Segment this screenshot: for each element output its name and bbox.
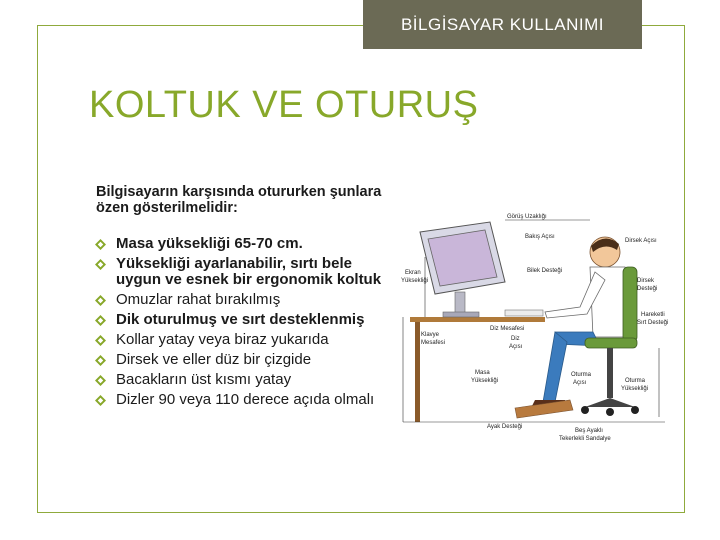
label-bilek-destegi: Bilek Desteği — [527, 268, 563, 274]
diamond-icon — [95, 259, 106, 270]
label-oturma-acisi: Açısı — [573, 380, 587, 386]
bullet-item — [95, 256, 395, 288]
header-title — [363, 0, 642, 49]
label-dirsek: Dirsek — [637, 278, 655, 284]
label-klavye: Klavye — [421, 332, 440, 338]
bullet-item — [95, 236, 395, 252]
chair-wheel — [606, 408, 614, 416]
label-dirsek-acisi: Dirsek Açısı — [625, 238, 657, 244]
label-diz-acisi: Açısı — [509, 344, 523, 350]
bullet-text: Yüksekliği ayarlanabilir, sırtı bele uygun ve esnek bir ergonomik koltuk — [116, 255, 382, 288]
label-tekerlekli-sandalye: Tekerlekli Sandalye — [559, 436, 611, 442]
label-diz-mesafesi: Diz Mesafesi — [490, 326, 525, 332]
slide-title: KOLTUK VE OTURUŞ — [89, 84, 479, 126]
bullet-item — [95, 292, 395, 308]
diamond-icon — [95, 239, 106, 250]
desk-leg — [415, 322, 420, 422]
label-masa: Masa — [475, 370, 490, 376]
ergonomic-sitting-illustration — [395, 212, 675, 452]
label-ekran-yuksekligi: Yüksekliği — [401, 278, 429, 284]
desk-top — [410, 317, 545, 322]
label-diz: Diz — [511, 336, 520, 342]
bullet-item — [95, 352, 395, 368]
bullet-text: Bacakların üst kısmı yatay — [116, 371, 292, 388]
bullet-text: Dizler 90 veya 110 derece açıda olmalı — [116, 391, 375, 408]
bullet-item — [95, 392, 395, 408]
label-gorus-uzakligi: Görüş Uzaklığı — [507, 214, 547, 220]
diamond-icon — [95, 335, 106, 346]
label-hareketli: Hareketli — [641, 312, 665, 318]
chair-base — [585, 398, 635, 407]
monitor-base — [443, 312, 479, 317]
bullet-list — [95, 236, 395, 412]
label-ekran: Ekran — [405, 270, 421, 276]
bullet-text: Dik oturulmuş ve sırt desteklenmiş — [116, 311, 365, 328]
label-masa-yuksekligi: Yüksekliği — [471, 378, 499, 384]
person-shin — [543, 332, 567, 402]
chair-back — [623, 267, 637, 342]
bullet-item — [95, 312, 395, 328]
bullet-text: Omuzlar rahat bırakılmış — [116, 291, 281, 308]
label-oturma: Oturma — [571, 372, 592, 378]
monitor-stand — [455, 292, 465, 314]
diamond-icon — [95, 375, 106, 386]
label-ayak-destegi: Ayak Desteği — [487, 424, 523, 430]
label-dirsek-destegi: Desteği — [637, 286, 658, 292]
bullet-item — [95, 332, 395, 348]
label-oturma-2: Oturma — [625, 378, 646, 384]
bullet-text: Kollar yatay veya biraz yukarıda — [116, 331, 329, 348]
diamond-icon — [95, 315, 106, 326]
bullet-text: Dirsek ve eller düz bir çizgide — [116, 351, 312, 368]
chair-seat — [585, 338, 637, 348]
chair-wheel — [581, 406, 589, 414]
diamond-icon — [95, 355, 106, 366]
monitor-screen — [428, 230, 497, 286]
label-klavye-mesafesi: Mesafesi — [421, 340, 446, 346]
keyboard — [505, 310, 543, 316]
intro-text: Bilgisayarın karşısında otururken şunlara özen gösterilmelidir: — [96, 184, 382, 216]
diamond-icon — [95, 295, 106, 306]
label-oturma-yuksekligi: Yüksekliği — [621, 386, 649, 392]
chair-post — [607, 348, 613, 398]
bullet-item — [95, 372, 395, 388]
label-bes-ayakli: Beş Ayaklı — [575, 428, 603, 434]
diamond-icon — [95, 395, 106, 406]
label-sirt-destegi: Sırt Desteği — [637, 320, 669, 326]
label-bakis-acisi: Bakış Açısı — [525, 234, 555, 240]
header-title-text: BİLGİSAYAR KULLANIMI — [400, 14, 605, 34]
bullet-text: Masa yüksekliği 65-70 cm. — [116, 235, 303, 252]
chair-wheel — [631, 406, 639, 414]
